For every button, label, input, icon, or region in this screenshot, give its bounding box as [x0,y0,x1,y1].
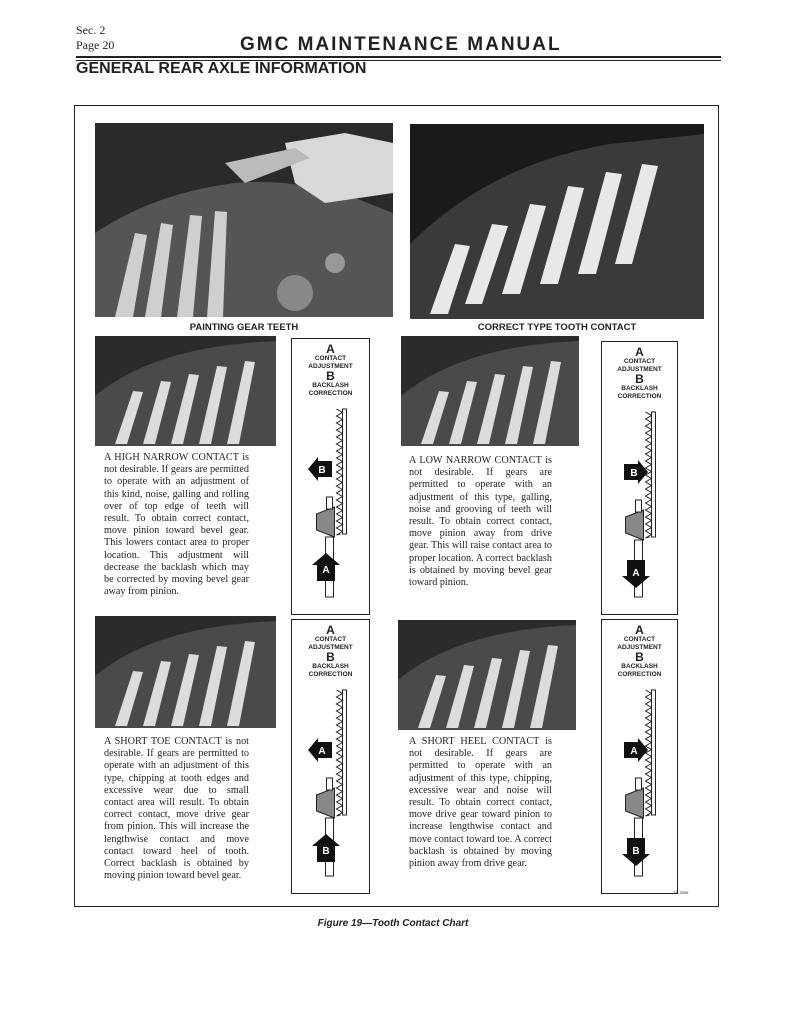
adjustment-diagram-3 [291,619,370,894]
arrow-top-icon [308,738,332,762]
diagram-label-backlash-correction: BACKLASH CORRECTION [617,385,662,400]
arrow-top-icon [624,460,648,484]
caption-painting-gear-teeth: PAINTING GEAR TEETH [189,322,299,333]
diagram-label-backlash-correction: BACKLASH CORRECTION [308,382,353,397]
arrow-top-icon [308,457,332,481]
caption-correct-tooth-contact: CORRECT TYPE TOOTH CONTACT [477,322,637,333]
panel-text-short-toe: A SHORT TOE CONTACT is not desirable. If gears are permitted to operate with an adjustment of this type, chipping at tooth edges and excessive wear due to small contact area will result. To obtain correct contact, move drive gear from pinion. This will increase the lengthwise contact and move contact toward heel of tooth. Correct backlash is obtained by moving pinion toward bevel gear. [104,736,249,882]
manual-title: GMC MAINTENANCE MANUAL [240,34,562,55]
adjustment-diagram-4 [601,619,678,894]
gear-diagram-icon [292,339,369,614]
arrow-bottom-icon [312,834,340,862]
arrow-bottom-icon [622,560,650,588]
adjustment-diagram-2 [601,341,678,615]
photo-correct-tooth-contact [410,124,704,319]
diagram-label-backlash-correction: BACKLASH CORRECTION [617,663,662,678]
photo-high-narrow-contact [95,336,276,446]
arrow-top-icon-letter: B [318,465,326,476]
arrow-bottom-icon [622,838,650,866]
arrow-top-icon [624,738,648,762]
diagram-label-b: B [635,372,644,386]
header-rule [76,56,721,58]
diagram-label-contact-adjustment: CONTACT ADJUSTMENT [308,636,353,651]
diagram-label-a: A [326,342,335,356]
panel-text-low-narrow: A LOW NARROW CONTACT is not desirable. If gears are permitted to operate with an adjustment of this type, galling, noise and grooving of teeth will result. To obtain correct contact, move pinion away from drive gear. This will raise contact area to proper location. A correct backlash is obtained by moving bevel gear toward pinion. [409,455,552,589]
figure-code: TS-3399 [673,890,689,895]
arrow-bottom-icon-letter: B [322,846,330,857]
gear-diagram-icon [292,620,369,893]
arrow-bottom-icon [312,553,340,581]
photo-short-toe-contact [95,616,276,728]
diagram-label-b: B [326,369,335,383]
panel-text-high-narrow: A HIGH NARROW CONTACT is not desirable. If gears are permitted to operate with an adjustment of this kind, noise, galling and rolling over of top edge of teeth will result. To obtain correct contact, move pinion toward bevel gear. This lowers contact area to proper location. This adjustment will decrease the backlash which may be corrected by moving bevel gear away from pinion. [104,452,249,598]
diagram-label-contact-adjustment: CONTACT ADJUSTMENT [617,358,662,373]
diagram-label-backlash-correction: BACKLASH CORRECTION [308,663,353,678]
arrow-bottom-icon-letter: B [632,846,640,857]
section-title: GENERAL REAR AXLE INFORMATION [76,60,367,77]
arrow-bottom-icon-letter: A [322,565,330,576]
diagram-label-a: A [635,345,644,359]
photo-low-narrow-contact [401,336,579,446]
gear-diagram-icon [602,620,677,893]
diagram-label-b: B [326,650,335,664]
page-number: Page 20 [76,38,115,52]
arrow-top-icon-letter: A [630,746,638,757]
arrow-top-icon-letter: A [318,746,326,757]
gear-diagram-icon [602,342,677,614]
section-number: Sec. 2 [76,23,106,37]
photo-painting-gear-teeth [95,123,393,317]
adjustment-diagram-1 [291,338,370,615]
diagram-label-b: B [635,650,644,664]
panel-text-short-heel: A SHORT HEEL CONTACT is not desirable. If gears are permitted to operate with an adjustment of this type, chipping, excessive wear and noise will result. To obtain correct contact, move drive gear toward pinion to increase lengthwise contact and move contact toward toe. A correct backlash is obtained by moving pinion away from drive gear. [409,736,552,870]
diagram-label-a: A [635,623,644,637]
diagram-label-a: A [326,623,335,637]
photo-short-heel-contact [398,620,576,730]
arrow-bottom-icon-letter: A [632,568,640,579]
figure-caption: Figure 19—Tooth Contact Chart [317,918,469,929]
diagram-label-contact-adjustment: CONTACT ADJUSTMENT [308,355,353,370]
arrow-top-icon-letter: B [630,468,638,479]
diagram-label-contact-adjustment: CONTACT ADJUSTMENT [617,636,662,651]
